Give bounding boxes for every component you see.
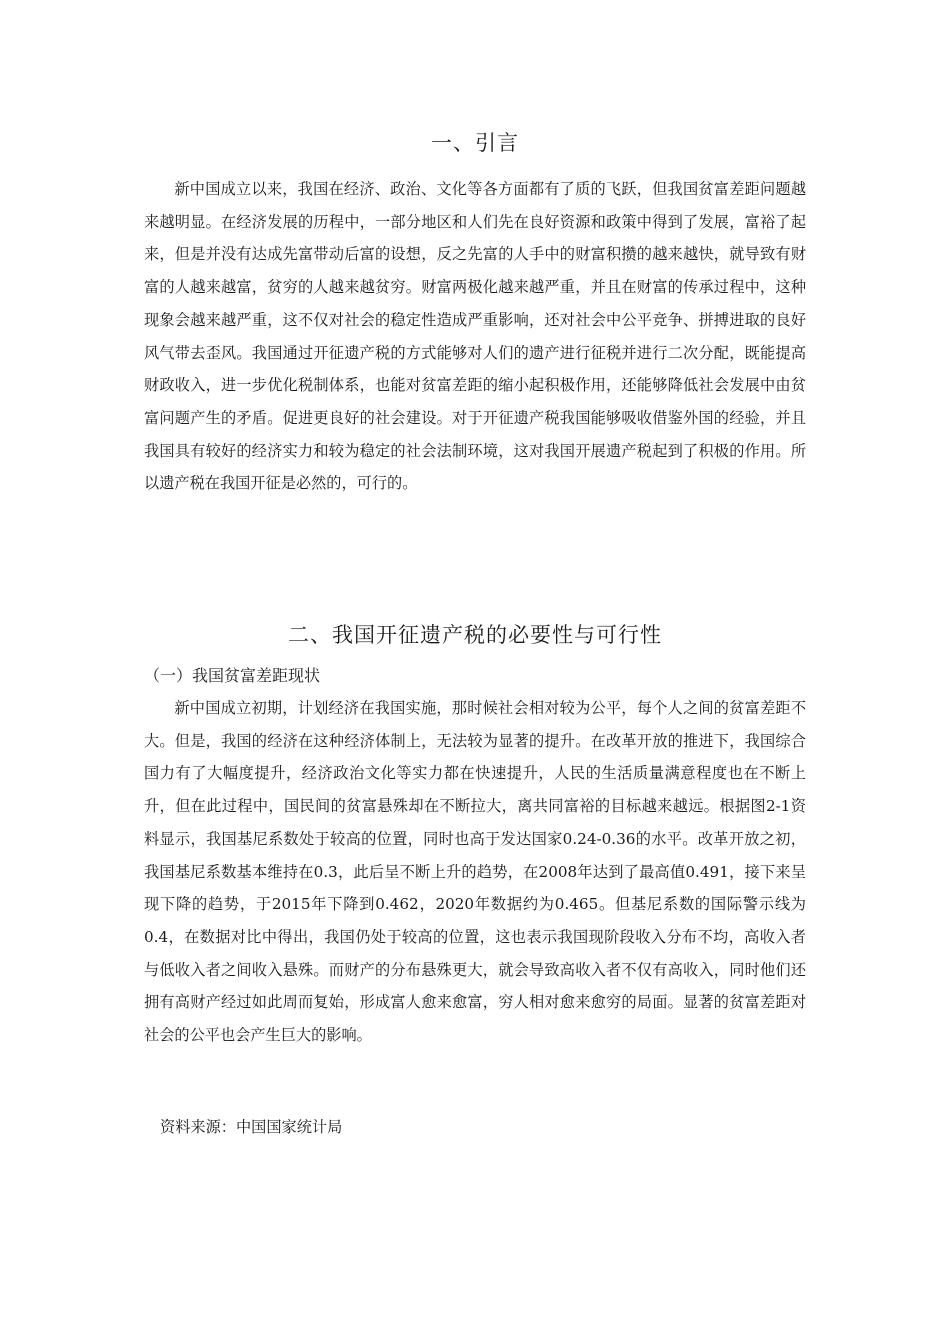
data-source-note: 资料来源：中国国家统计局 (160, 1118, 343, 1136)
intro-paragraph: 新中国成立以来，我国在经济、政治、文化等各方面都有了质的飞跃，但我国贫富差距问题越来越明显。在经济发展的历程中，一部分地区和人们先在良好资源和政策中得到了发展，富裕了起来，但是并没有达成先富带动后富的设想，反之先富的人手中的财富积攒的越来越快，就导致有财富的人越来越富，贫穷的人越来越贫穷。财富两极化越来越严重，并且在财富的传承过程中，这种现象会越来越严重，这不仅对社会的稳定性造成严重影响，还对社会中公平竞争、拼搏进取的良好风气带去歪风。我国通过开征遗产税的方式能够对人们的遗产进行征税并进行二次分配，既能提高财政收入，进一步优化税制体系，也能对贫富差距的缩小起积极作用，还能够降低社会发展中由贫富问题产生的矛盾。促进更良好的社会建设。对于开征遗产税我国能够吸收借鉴外国的经验，并且我国具有较好的经济实力和较为稳定的社会法制环境，这对我国开展遗产税起到了积极的作用。所以遗产税在我国开征是必然的，可行的。 (144, 180, 806, 493)
section-heading-necessity: 二、我国开征遗产税的必要性与可行性 (288, 623, 662, 647)
section-heading-intro: 一、引言 (431, 131, 519, 155)
subsection-heading-wealth-gap: （一）我国贫富差距现状 (144, 666, 321, 685)
wealth-gap-paragraph: 新中国成立初期，计划经济在我国实施，那时候社会相对较为公平，每个人之间的贫富差距不大。但是，我国的经济在这种经济体制上，无法较为显著的提升。在改革开放的推进下，我国综合国力有了大幅度提升，经济政治文化等实力都在快速提升，人民的生活质量满意程度也在不断上升，但在此过程中，国民间的贫富悬殊却在不断拉大，离共同富裕的目标越来越远。根据图2-1资料显示，我国基尼系数处于较高的位置，同时也高于发达国家0.24-0.36的水平。改革开放之初，我国基尼系数基本维持在0.3，此后呈不断上升的趋势，在2008年达到了最高值0.491，接下来呈现下降的趋势，于2015年下降到0.462，2020年数据约为0.465。但基尼系数的国际警示线为0.4，在数据对比中得出，我国仍处于较高的位置，这也表示我国现阶段收入分布不均，高收入者与低收入者之间收入悬殊。而财产的分布悬殊更大，就会导致高收入者不仅有高收入，同时他们还拥有高财产经过如此周而复始，形成富人愈来愈富，穷人相对愈来愈穷的局面。显著的贫富差距对社会的公平也会产生巨大的影响。 (144, 699, 806, 1045)
